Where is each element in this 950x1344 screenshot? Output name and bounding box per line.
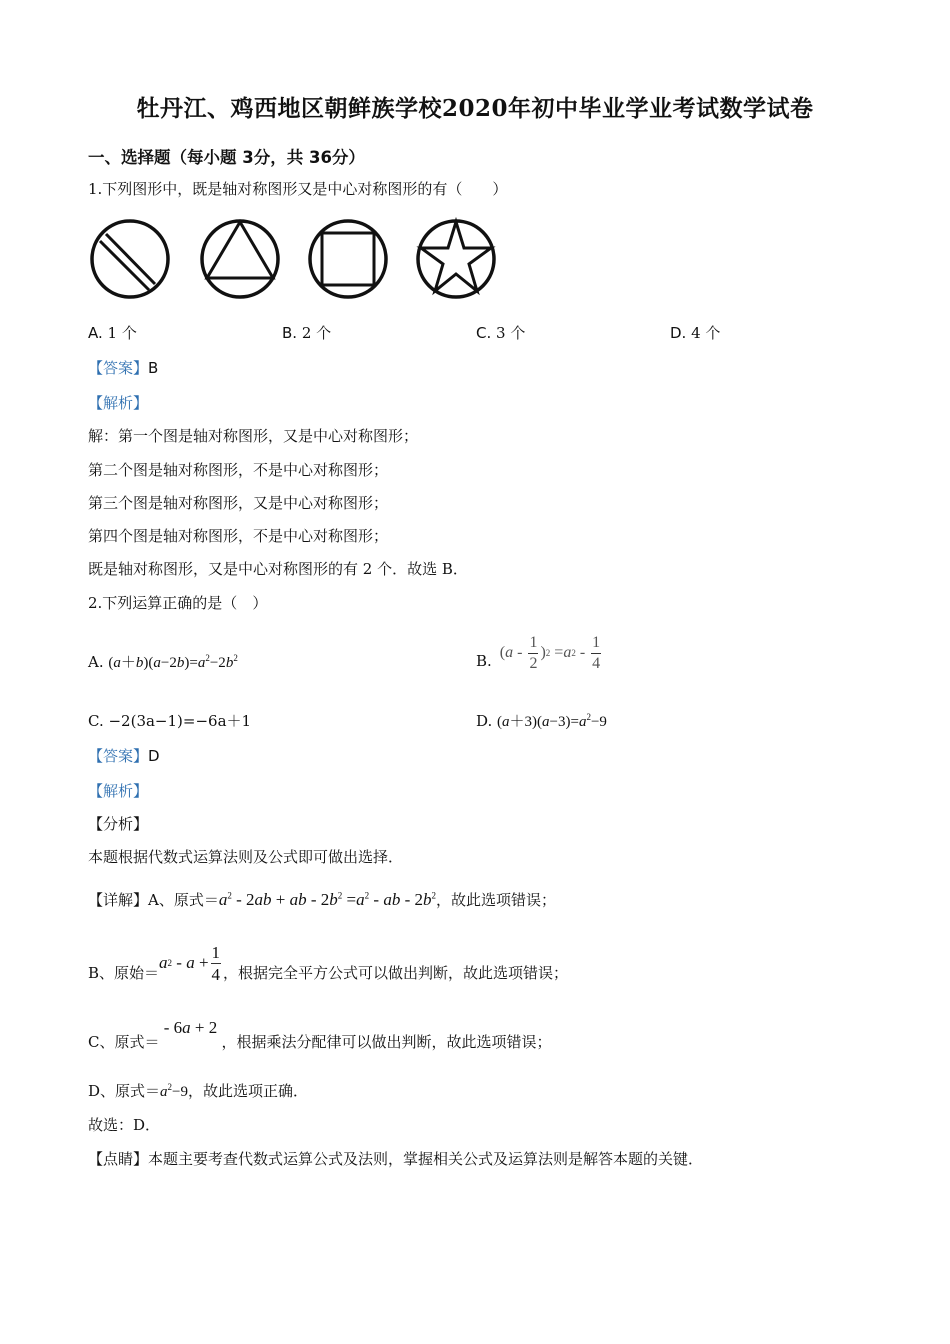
q1-option-a: A. 1 个 [88, 324, 137, 342]
q2-fenxi-tag: 【分析】 [88, 815, 149, 833]
section-heading: 一、选择题（每小题 3分，共 36分） [88, 148, 365, 167]
page-title: 牡丹江、鸡西地区朝鲜族学校2020年初中毕业学业考试数学试卷 [136, 95, 814, 122]
q2-answer [88, 745, 160, 766]
q2-fenxi-text: 本题根据代数式运算法则及公式即可做出选择． [88, 848, 404, 866]
q2-detail-c: C、原式＝ - 6a + 2 ，根据乘法分配律可以做出判断，故此选项错误； [88, 1018, 552, 1051]
q1-analysis-line-3: 第三个图是轴对称图形，又是中心对称图形； [88, 494, 389, 512]
circle-with-square-figure [310, 221, 386, 297]
circle-with-diagonal-figure [92, 221, 168, 297]
q2-option-d: D. $(a+3)(a-3)=a^2-9$ [476, 712, 607, 730]
question-2-stem: 2.下列运算正确的是（ ） [88, 594, 268, 612]
q1-analysis-line-5: 既是轴对称图形，又是中心对称图形的有 2 个．故选 B． [88, 560, 468, 578]
q2-conclusion: 故选：D． [88, 1116, 161, 1134]
q1-analysis-line-1: 解：第一个图是轴对称图形，又是中心对称图形； [88, 427, 419, 445]
circle-with-triangle-figure [202, 221, 278, 297]
answer-value: B [148, 359, 159, 377]
q1-answer [88, 357, 158, 378]
q1-option-b: B. 2 个 [282, 324, 332, 342]
q2-detail-b: B、原始＝ a 2 - a + $\frac{1}{4}$ ，根据完全平方公式可以做出判断，故此选项错误； [88, 942, 569, 984]
answer-tag: 【答案】 [88, 359, 149, 377]
q2-option-b: B. ( a - $\frac{1}{2}$ ) 2 = a 2 - $\frac{1}{4}$ [476, 633, 601, 672]
answer-tag: 【答案】 [88, 747, 149, 765]
q1-analysis-line-4: 第四个图是轴对称图形，不是中心对称图形； [88, 527, 389, 545]
question-1-stem: 1.下列图形中，既是轴对称图形又是中心对称图形的有（ ） [88, 180, 508, 198]
q1-analysis-tag: 【解析】 [88, 394, 149, 412]
q2-analysis-tag: 【解析】 [88, 782, 149, 800]
answer-value: D [148, 747, 160, 765]
circle-with-star-figure [418, 221, 494, 297]
q2-option-a: A. $(a+b)(a-2b)=a^2-2b^2$ [88, 653, 238, 671]
q1-analysis-line-2: 第二个图是轴对称图形，不是中心对称图形； [88, 461, 389, 479]
q2-dianjing: 【点睛】本题主要考查代数式运算公式及法则，掌握相关公式及运算法则是解答本题的关键． [88, 1150, 704, 1168]
q1-option-c: C. 3 个 [476, 324, 526, 342]
question-1-figures [86, 212, 498, 304]
q2-option-c: C. −2(3a−1)=−6a＋1 [88, 712, 252, 730]
q1-option-d: D. 4 个 [670, 324, 721, 342]
q2-detail-a: 【详解】A、原式$=a^2 - 2ab$ + ab - $2b^2 =a^2$ - ab - $2b^2$，故此选项错误； [88, 890, 556, 909]
q2-detail-d: D、原式$=a^2-9$，故此选项正确． [88, 1082, 309, 1100]
